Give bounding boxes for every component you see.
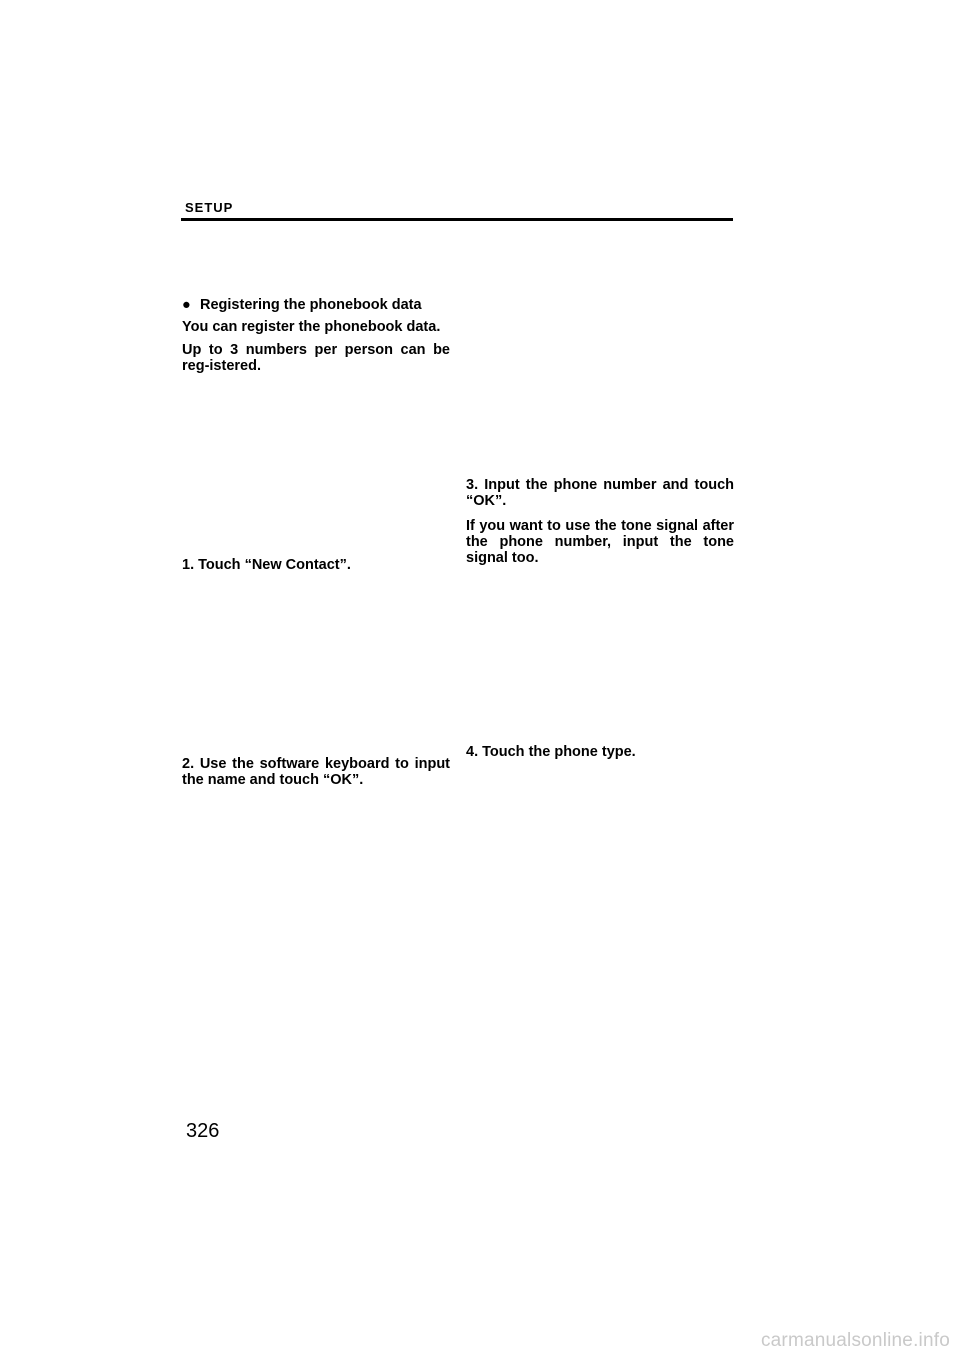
header-rule [181, 218, 733, 221]
step-3 [466, 477, 734, 509]
step-1 [182, 557, 452, 573]
page-number: 326 [186, 1120, 220, 1142]
intro-paragraph-1-text: You can register the phonebook data. [182, 319, 441, 335]
step-3-text: 3. Input the phone number and touch “OK”. [466, 477, 734, 509]
intro-paragraph-1 [182, 319, 452, 335]
header-section-label: SETUP [185, 200, 234, 215]
step-4-text: 4. Touch the phone type. [466, 744, 636, 760]
step-2-text: 2. Use the software keyboard to input the name and touch “OK”. [182, 756, 450, 788]
step-3-note [466, 518, 734, 566]
step-4 [466, 744, 734, 760]
step-1-text: 1. Touch “New Contact”. [182, 557, 351, 573]
watermark: carmanualsonline.info [760, 1330, 950, 1351]
intro-paragraph-2 [182, 342, 450, 374]
section-heading: Registering the phonebook data [200, 297, 422, 313]
bullet-icon: ● [182, 297, 191, 313]
bullet-heading [182, 297, 422, 313]
step-2 [182, 756, 450, 788]
step-3-note-text: If you want to use the tone signal after the phone number, input the tone signal too. [466, 518, 734, 566]
intro-paragraph-2-text: Up to 3 numbers per person can be reg-istered. [182, 342, 450, 374]
